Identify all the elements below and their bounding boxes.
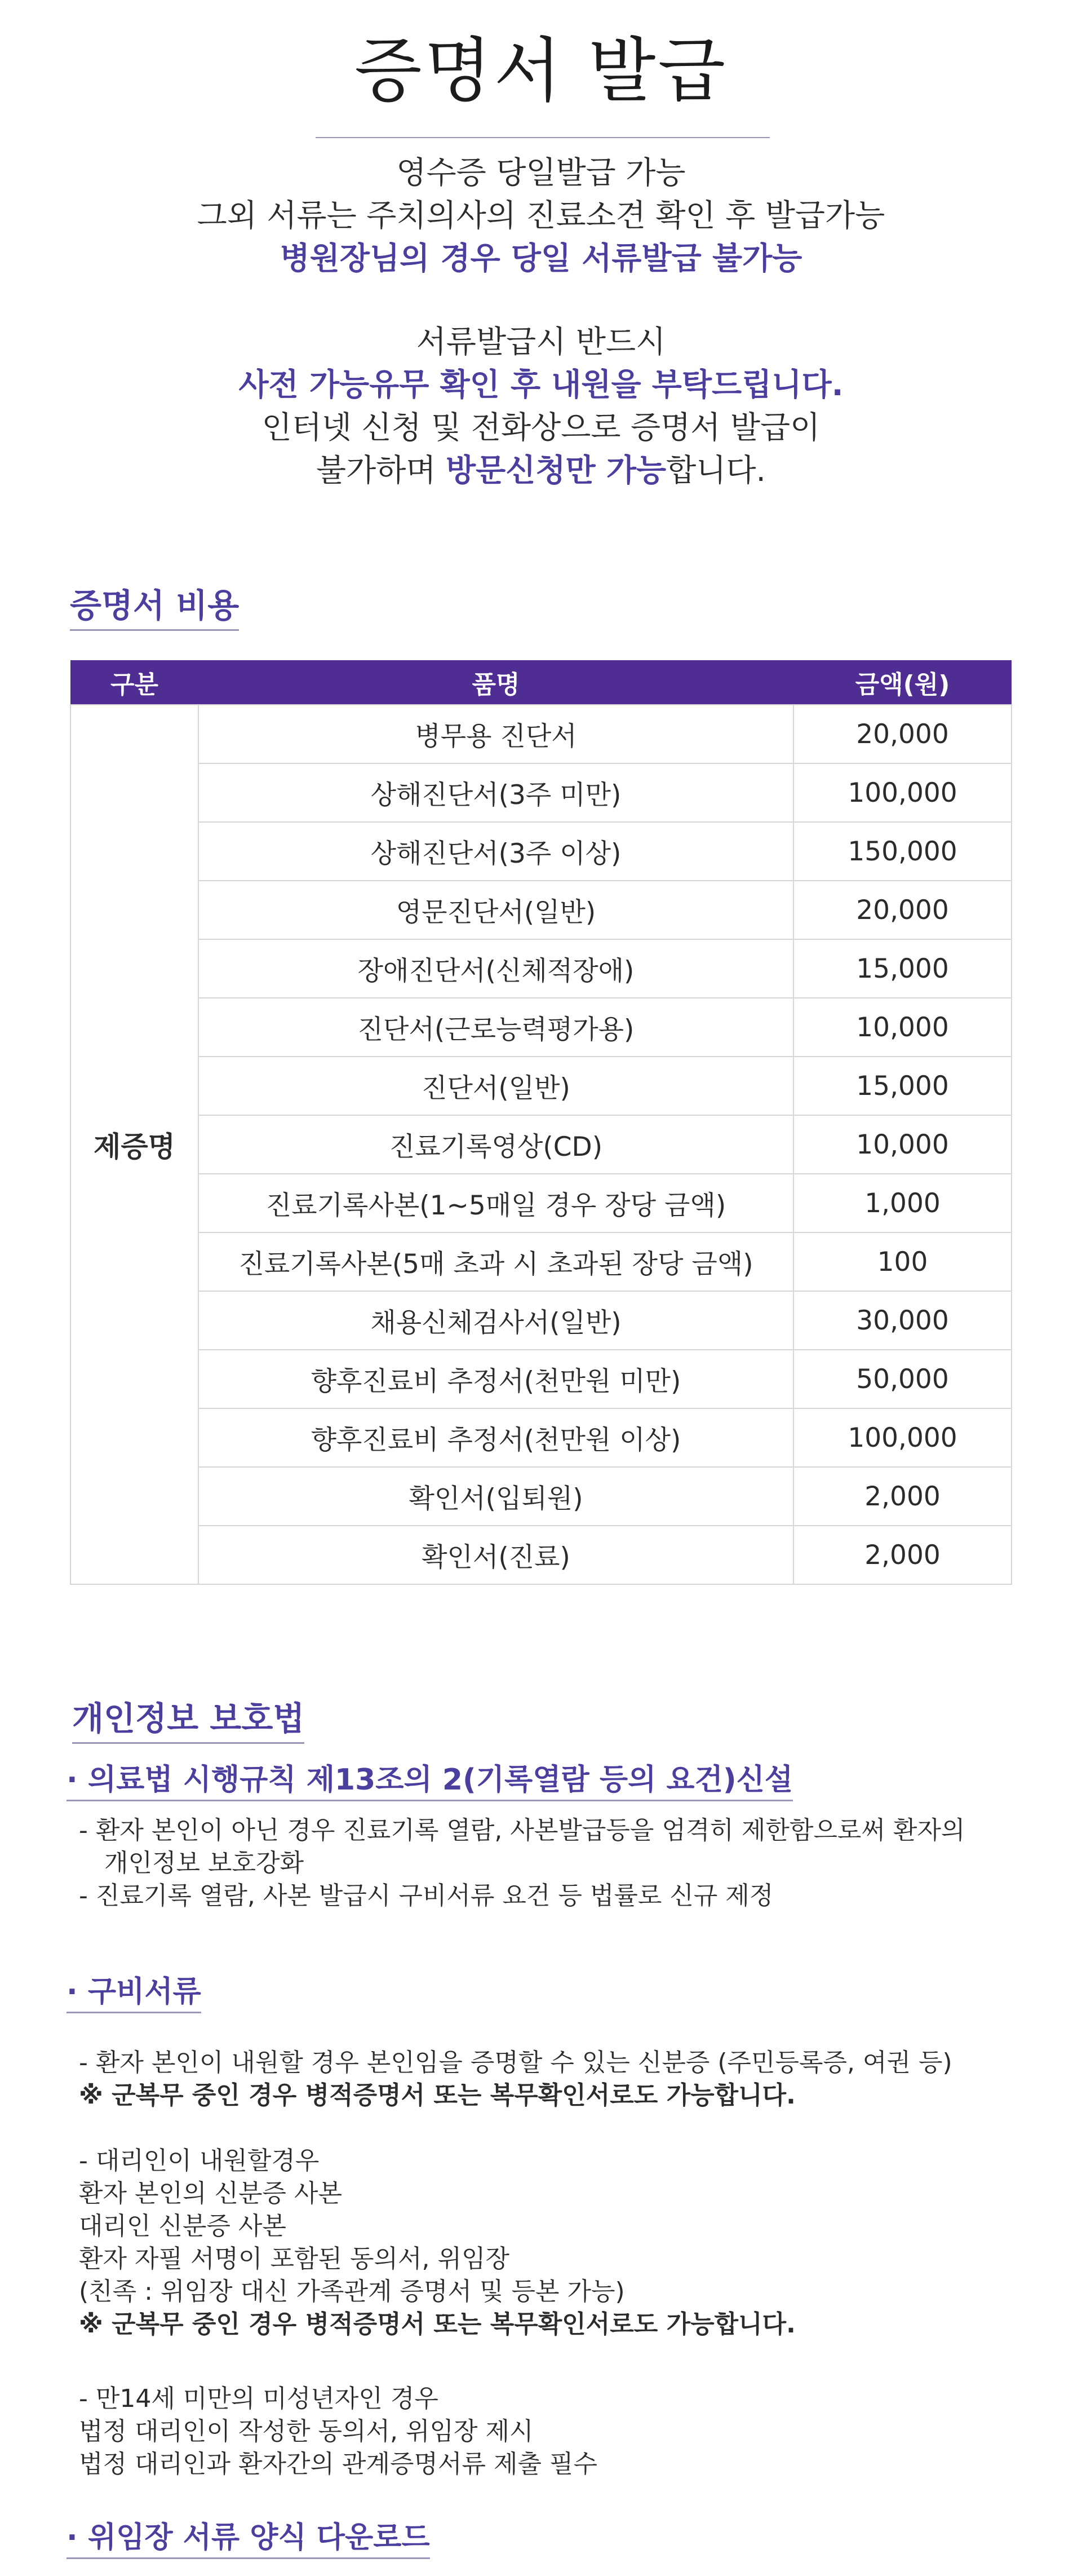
fee-row xyxy=(70,998,1012,1057)
fee-row xyxy=(70,1408,1012,1467)
notice-line: 인터넷 신청 및 전화상으로 증명서 발급이 xyxy=(261,409,821,445)
required-docs-subtitle-text: · 구비서류 xyxy=(66,1974,201,2013)
notice-line: 그외 서류는 주치의사의 진료소견 확인 후 발급가능 xyxy=(197,197,885,233)
medical-law-subtitle xyxy=(66,1762,793,1801)
notice-line: 서류발급시 반드시 xyxy=(416,324,666,360)
amount-cell: 20,000 xyxy=(793,705,1012,763)
fee-table xyxy=(70,660,1012,1585)
body-line: 환자 자필 서명이 포함된 동의서, 위임장 xyxy=(79,2244,509,2273)
amount-cell: 150,000 xyxy=(793,822,1012,881)
fee-row xyxy=(70,763,1012,822)
privacy-section-title xyxy=(72,1699,304,1744)
category-cell: 제증명 xyxy=(70,705,198,1584)
amount-cell: 100 xyxy=(793,1232,1012,1291)
body-line: (친족 : 위임장 대신 가족관계 증명서 및 등본 가능) xyxy=(79,2277,625,2306)
fee-row xyxy=(70,705,1012,763)
military-note: ※ 군복무 중인 경우 병적증명서 또는 복무확인서로도 가능합니다. xyxy=(79,2081,796,2110)
body-line: - 대리인이 내원할경우 xyxy=(79,2146,320,2175)
fee-row xyxy=(70,1350,1012,1408)
proxy-form-download-text[interactable]: · 위임장 서류 양식 다운로드 xyxy=(66,2520,430,2559)
item-name-cell: 영문진단서(일반) xyxy=(198,881,793,939)
fee-row xyxy=(70,1291,1012,1350)
required-docs-subtitle xyxy=(66,1974,201,2013)
item-name-cell: 진단서(일반) xyxy=(198,1057,793,1115)
amount-cell: 2,000 xyxy=(793,1467,1012,1526)
fee-table-header-row xyxy=(70,660,1012,705)
notice-line: 영수증 당일발급 가능 xyxy=(396,154,686,191)
item-name-cell: 상해진단서(3주 미만) xyxy=(198,763,793,822)
fee-row xyxy=(70,939,1012,998)
item-name-cell: 확인서(입퇴원) xyxy=(198,1467,793,1526)
item-name-cell: 진료기록사본(5매 초과 시 초과된 장당 금액) xyxy=(198,1232,793,1291)
body-line: - 환자 본인이 아닌 경우 진료기록 열람, 사본발급등을 엄격히 제한함으로써 환자의 xyxy=(79,1816,965,1845)
notice-text: 합니다. xyxy=(666,452,766,488)
proxy-form-download-link[interactable] xyxy=(66,2520,430,2559)
required-docs-self xyxy=(79,2047,952,2112)
body-line: 환자 본인의 신분증 사본 xyxy=(79,2179,342,2208)
column-header-category: 구분 xyxy=(70,660,198,705)
body-line: - 진료기록 열람, 사본 발급시 구비서류 요건 등 법률로 신규 제정 xyxy=(79,1881,774,1910)
body-line: 개인정보 보호강화 xyxy=(104,1849,304,1877)
body-line: - 만14세 미만의 미성년자인 경우 xyxy=(79,2384,438,2413)
issuance-notice xyxy=(0,151,1082,280)
amount-cell: 1,000 xyxy=(793,1174,1012,1232)
item-name-cell: 진료기록영상(CD) xyxy=(198,1115,793,1174)
notice-line-emphasis: 병원장님의 경우 당일 서류발급 불가능 xyxy=(280,240,802,276)
amount-cell: 50,000 xyxy=(793,1350,1012,1408)
item-name-cell: 장애진단서(신체적장애) xyxy=(198,939,793,998)
fee-row xyxy=(70,1526,1012,1584)
item-name-cell: 병무용 진단서 xyxy=(198,705,793,763)
notice-text: 불가하며 xyxy=(316,452,446,488)
amount-cell: 30,000 xyxy=(793,1291,1012,1350)
military-note: ※ 군복무 중인 경우 병적증명서 또는 복무확인서로도 가능합니다. xyxy=(79,2310,796,2339)
body-line: 법정 대리인이 작성한 동의서, 위임장 제시 xyxy=(79,2417,534,2446)
fee-row xyxy=(70,822,1012,881)
body-line: - 환자 본인이 내원할 경우 본인임을 증명할 수 있는 신분증 (주민등록증, 여권 등) xyxy=(79,2048,952,2077)
amount-cell: 2,000 xyxy=(793,1526,1012,1584)
body-line: 법정 대리인과 환자간의 관계증명서류 제출 필수 xyxy=(79,2450,598,2478)
item-name-cell: 향후진료비 추정서(천만원 이상) xyxy=(198,1408,793,1467)
fee-row xyxy=(70,1115,1012,1174)
privacy-section-title-text: 개인정보 보호법 xyxy=(72,1699,304,1744)
title-divider xyxy=(316,137,770,138)
amount-cell: 100,000 xyxy=(793,763,1012,822)
notice-line-emphasis: 사전 가능유무 확인 후 내원을 부탁드립니다. xyxy=(238,366,844,403)
fee-row xyxy=(70,1174,1012,1232)
amount-cell: 10,000 xyxy=(793,998,1012,1057)
column-header-item: 품명 xyxy=(198,660,793,705)
fee-row xyxy=(70,881,1012,939)
fee-table-body xyxy=(70,705,1012,1584)
amount-cell: 10,000 xyxy=(793,1115,1012,1174)
item-name-cell: 채용신체검사서(일반) xyxy=(198,1291,793,1350)
page-title: 증명서 발급 xyxy=(354,30,728,112)
amount-cell: 100,000 xyxy=(793,1408,1012,1467)
fee-section-title-text: 증명서 비용 xyxy=(70,586,239,631)
required-docs-minor xyxy=(79,2383,597,2481)
amount-cell: 15,000 xyxy=(793,1057,1012,1115)
notice-line xyxy=(0,449,1082,492)
visit-notice xyxy=(0,320,1082,492)
item-name-cell: 향후진료비 추정서(천만원 미만) xyxy=(198,1350,793,1408)
body-line: 대리인 신분증 사본 xyxy=(79,2212,287,2241)
required-docs-proxy xyxy=(79,2145,796,2341)
amount-cell: 15,000 xyxy=(793,939,1012,998)
fee-row xyxy=(70,1232,1012,1291)
item-name-cell: 확인서(진료) xyxy=(198,1526,793,1584)
fee-row xyxy=(70,1467,1012,1526)
item-name-cell: 상해진단서(3주 이상) xyxy=(198,822,793,881)
item-name-cell: 진단서(근로능력평가용) xyxy=(198,998,793,1057)
amount-cell: 20,000 xyxy=(793,881,1012,939)
fee-row xyxy=(70,1057,1012,1115)
item-name-cell: 진료기록사본(1~5매일 경우 장당 금액) xyxy=(198,1174,793,1232)
column-header-amount: 금액(원) xyxy=(793,660,1012,705)
medical-law-subtitle-text: · 의료법 시행규칙 제13조의 2(기록열람 등의 요건)신설 xyxy=(66,1762,793,1801)
notice-emphasis: 방문신청만 가능 xyxy=(446,452,667,488)
medical-law-body xyxy=(79,1814,965,1912)
fee-section-title xyxy=(70,586,239,631)
